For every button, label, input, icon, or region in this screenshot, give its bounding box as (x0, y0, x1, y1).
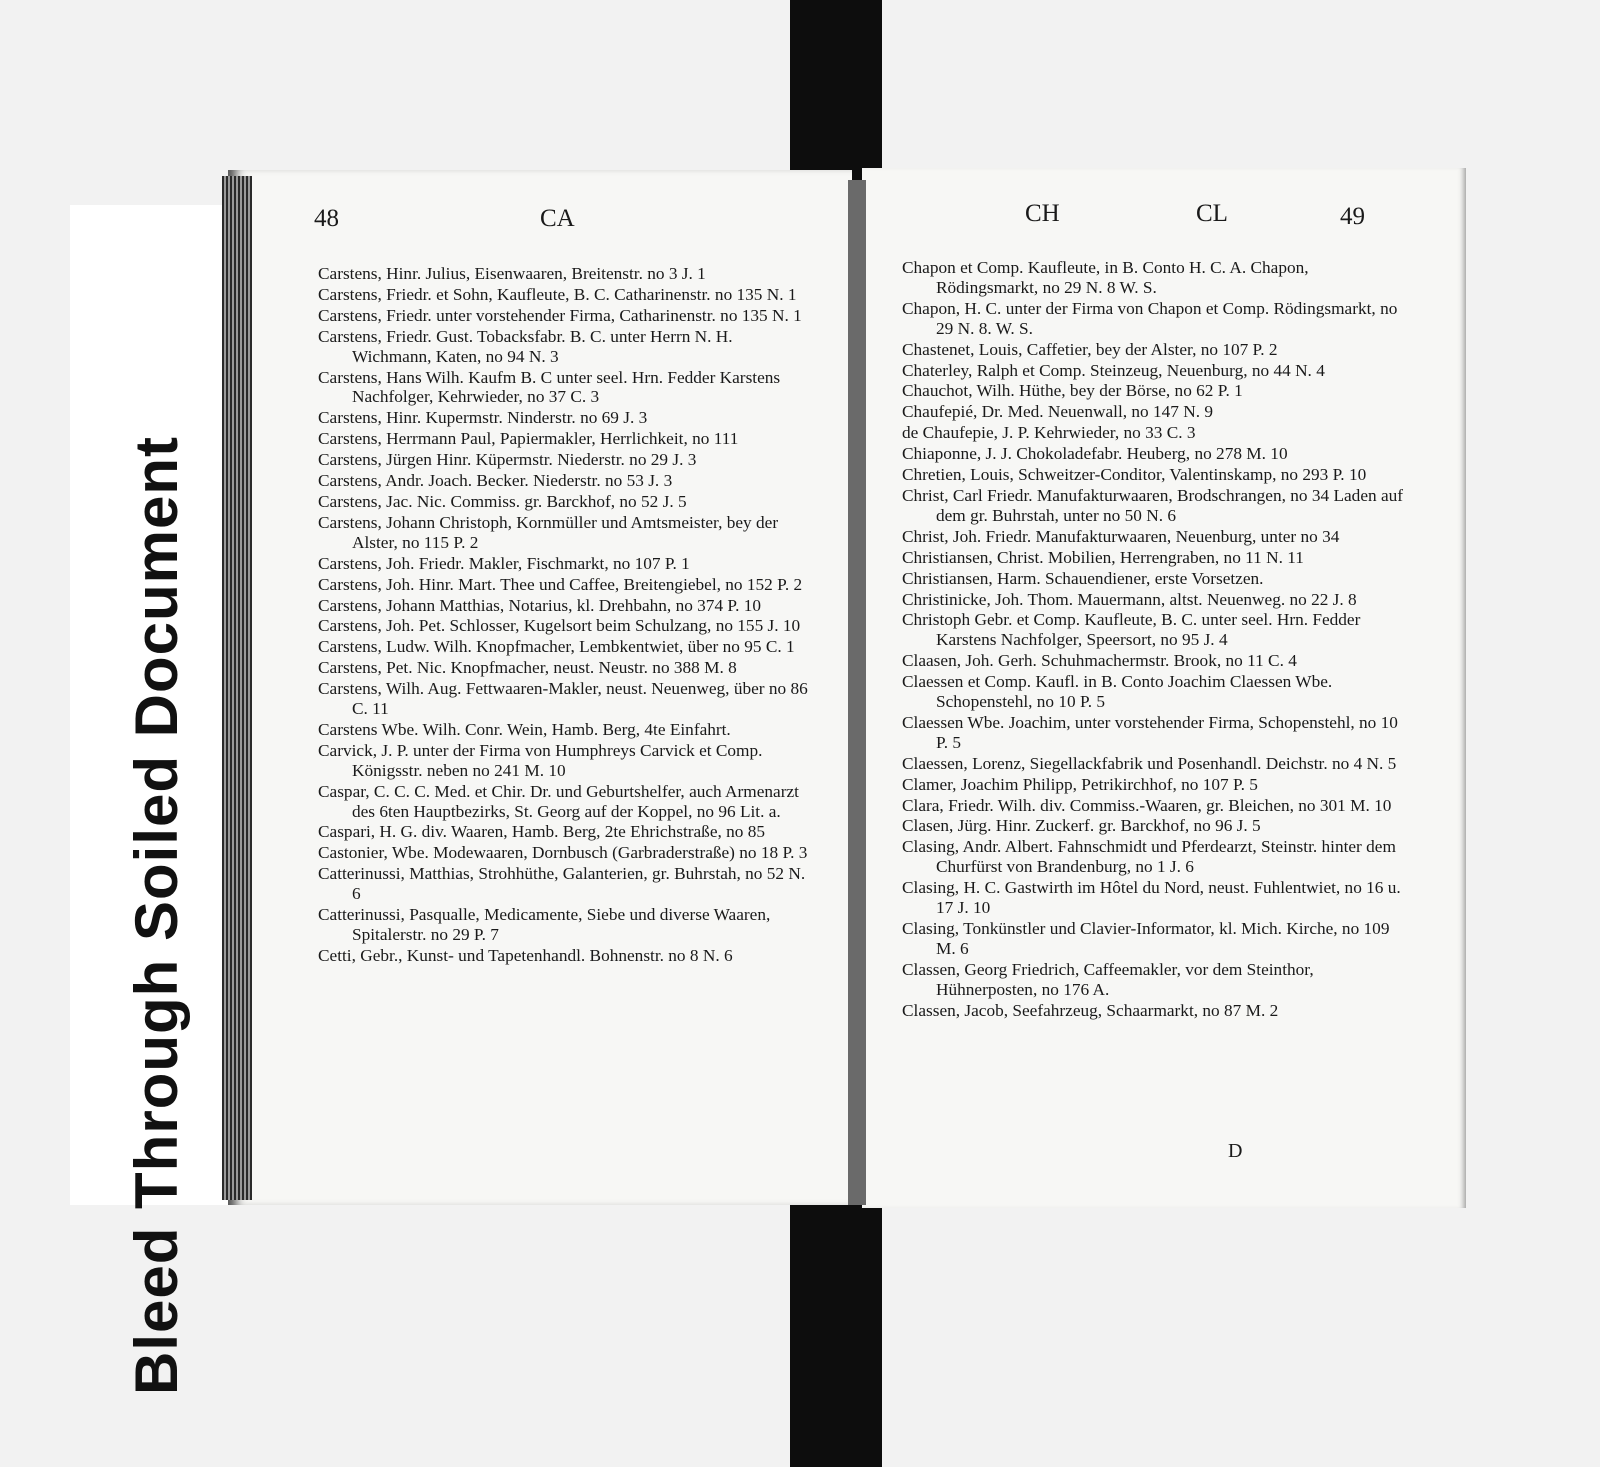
stamp-label: Bleed Through Soiled Document (123, 435, 190, 1395)
directory-entry: Chiaponne, J. J. Chokoladefabr. Heuberg, no 278 M. 10 (902, 444, 1288, 464)
left-running-head: CA (540, 205, 575, 232)
directory-entry: Carvick, J. P. unter der Firma von Humphreys Carvick et Comp. Königsstr. neben no 241 M. 10 (318, 740, 763, 780)
directory-entry: Catterinussi, Matthias, Strohhüthe, Galanterien, gr. Buhrstah, no 52 N. 6 (318, 864, 806, 904)
left-page-number: 48 (314, 205, 339, 232)
binding-strip-bottom (790, 1205, 882, 1467)
directory-entry: Chaterley, Ralph et Comp. Steinzeug, Neuenburg, no 44 N. 4 (902, 360, 1325, 380)
directory-entry: Carstens Wbe. Wilh. Conr. Wein, Hamb. Berg, 4te Einfahrt. (318, 719, 731, 739)
directory-entry: Carstens, Pet. Nic. Knopfmacher, neust. Neustr. no 388 M. 8 (318, 658, 737, 678)
directory-entry: Christinicke, Joh. Thom. Mauermann, altst. Neuenweg. no 22 J. 8 (902, 589, 1357, 609)
directory-entry: Carstens, Andr. Joach. Becker. Niederstr. no 53 J. 3 (318, 471, 673, 491)
directory-entry: Carstens, Johann Matthias, Notarius, kl. Drehbahn, no 374 P. 10 (318, 595, 762, 615)
left-directory-entries (318, 264, 816, 967)
directory-entry: Claasen, Joh. Gerh. Schuhmachermstr. Brook, no 11 C. 4 (902, 651, 1297, 671)
directory-entry: Clasing, Tonkünstler und Clavier-Informator, kl. Mich. Kirche, no 109 M. 6 (902, 919, 1390, 958)
directory-entry: Caspari, H. G. div. Waaren, Hamb. Berg, 2te Ehrichstraße, no 85 (318, 822, 766, 842)
directory-entry: Carstens, Hinr. Julius, Eisenwaaren, Breitenstr. no 3 J. 1 (318, 264, 706, 283)
directory-entry: Carstens, Joh. Hinr. Mart. Thee und Caffee, Breitengiebel, no 152 P. 2 (318, 574, 803, 594)
directory-entry: Chretien, Louis, Schweitzer-Conditor, Valentinskamp, no 293 P. 10 (902, 465, 1367, 485)
directory-entry: Christ, Carl Friedr. Manufakturwaaren, Brodschrangen, no 34 Laden auf dem gr. Buhrstah, unter no 50 N. 6 (902, 485, 1404, 525)
directory-entry: Clasen, Jürg. Hinr. Zuckerf. gr. Barckhof, no 96 J. 5 (902, 816, 1261, 836)
directory-entry: Carstens, Joh. Pet. Schlosser, Kugelsort beim Schulzang, no 155 J. 10 (318, 616, 801, 636)
directory-entry: Carstens, Hans Wilh. Kaufm B. C unter seel. Hrn. Fedder Karstens Nachfolger, Kehrwieder, no 37 C. 3 (318, 367, 781, 407)
directory-entry: Clamer, Joachim Philipp, Petrikirchhof, no 107 P. 5 (902, 774, 1258, 794)
directory-entry: Chauchot, Wilh. Hüthe, bey der Börse, no 62 P. 1 (902, 381, 1243, 401)
directory-entry: Chastenet, Louis, Caffetier, bey der Alster, no 107 P. 2 (902, 339, 1278, 359)
directory-entry: Classen, Georg Friedrich, Caffeemakler, vor dem Steinthor, Hühnerposten, no 176 A. (902, 959, 1314, 999)
directory-entry: Carstens, Johann Christoph, Kornmüller und Amtsmeister, bey der Alster, no 115 P. 2 (318, 512, 779, 552)
directory-entry: Classen, Jacob, Seefahrzeug, Schaarmarkt, no 87 M. 2 (902, 1000, 1279, 1020)
directory-entry: Christiansen, Harm. Schauendiener, erste Vorsetzen. (902, 568, 1264, 588)
right-running-head-left: CH (1025, 200, 1060, 227)
directory-entry: de Chaufepie, J. P. Kehrwieder, no 33 C. 3 (902, 423, 1196, 443)
directory-entry: Carstens, Herrmann Paul, Papiermakler, Herrlichkeit, no 111 (318, 429, 739, 449)
right-page-number: 49 (1340, 203, 1365, 230)
directory-entry: Chaufepié, Dr. Med. Neuenwall, no 147 N. 9 (902, 402, 1213, 422)
directory-entry: Carstens, Joh. Friedr. Makler, Fischmarkt, no 107 P. 1 (318, 553, 690, 573)
directory-entry: Cetti, Gebr., Kunst- und Tapetenhandl. Bohnenstr. no 8 N. 6 (318, 945, 733, 965)
directory-entry: Carstens, Jac. Nic. Commiss. gr. Barckhof, no 52 J. 5 (318, 491, 687, 511)
directory-entry: Catterinussi, Pasqualle, Medicamente, Siebe und diverse Waaren, Spitalerstr. no 29 P. 7 (318, 905, 771, 944)
binding-strip-top (790, 0, 882, 180)
directory-entry: Christiansen, Christ. Mobilien, Herrengraben, no 11 N. 11 (902, 547, 1304, 567)
directory-entry: Chapon et Comp. Kaufleute, in B. Conto H. C. A. Chapon, Rödingsmarkt, no 29 N. 8 W. S. (902, 258, 1309, 297)
directory-entry: Carstens, Friedr. et Sohn, Kaufleute, B. C. Catharinenstr. no 135 N. 1 (318, 284, 797, 304)
directory-entry: Chapon, H. C. unter der Firma von Chapon et Comp. Rödingsmarkt, no 29 N. 8. W. S. (902, 298, 1398, 338)
directory-entry: Caspar, C. C. C. Med. et Chir. Dr. und Geburtshelfer, auch Armenarzt des 6ten Hauptbezirks, St. Georg auf der Koppel, no 96 Lit. a. (318, 781, 799, 821)
directory-entry: Claessen, Lorenz, Siegellackfabrik und Posenhandl. Deichstr. no 4 N. 5 (902, 753, 1397, 773)
directory-entry: Carstens, Friedr. Gust. Tobacksfabr. B. C. unter Herrn N. H. Wichmann, Katen, no 94 N. 3 (318, 326, 733, 366)
directory-entry: Christ, Joh. Friedr. Manufakturwaaren, Neuenburg, unter no 34 (902, 526, 1340, 546)
directory-entry: Claessen et Comp. Kaufl. in B. Conto Joachim Claessen Wbe. Schopenstehl, no 10 P. 5 (902, 672, 1333, 712)
right-directory-entries (902, 258, 1404, 1022)
book-gutter (848, 180, 866, 1205)
directory-entry: Castonier, Wbe. Modewaaren, Dornbusch (Garbraderstraße) no 18 P. 3 (318, 843, 808, 863)
directory-entry: Carstens, Jürgen Hinr. Küpermstr. Niederstr. no 29 J. 3 (318, 450, 697, 470)
directory-entry: Clasing, H. C. Gastwirth im Hôtel du Nord, neust. Fuhlentwiet, no 16 u. 17 J. 10 (902, 878, 1401, 918)
directory-entry: Carstens, Ludw. Wilh. Knopfmacher, Lembkentwiet, über no 95 C. 1 (318, 637, 795, 657)
directory-entry: Claessen Wbe. Joachim, unter vorstehender Firma, Schopenstehl, no 10 P. 5 (902, 712, 1398, 752)
signature-mark: D (1228, 1140, 1243, 1162)
directory-entry: Clara, Friedr. Wilh. div. Commiss.-Waaren, gr. Bleichen, no 301 M. 10 (902, 795, 1392, 815)
page-stack-edge (222, 176, 252, 1200)
directory-entry: Christoph Gebr. et Comp. Kaufleute, B. C. unter seel. Hrn. Fedder Karstens Nachfolger, Speersort, no 95 J. 4 (902, 610, 1361, 650)
directory-entry: Clasing, Andr. Albert. Fahnschmidt und Pferdearzt, Steinstr. hinter dem Churfürst von Brandenburg, no 1 J. 6 (902, 837, 1396, 877)
directory-entry: Carstens, Wilh. Aug. Fettwaaren-Makler, neust. Neuenweg, über no 86 C. 11 (318, 679, 808, 719)
document-condition-stamp (70, 205, 228, 1395)
directory-entry: Carstens, Hinr. Kupermstr. Ninderstr. no 69 J. 3 (318, 408, 648, 428)
right-running-head-right: CL (1196, 200, 1228, 227)
directory-entry: Carstens, Friedr. unter vorstehender Firma, Catharinenstr. no 135 N. 1 (318, 305, 802, 325)
